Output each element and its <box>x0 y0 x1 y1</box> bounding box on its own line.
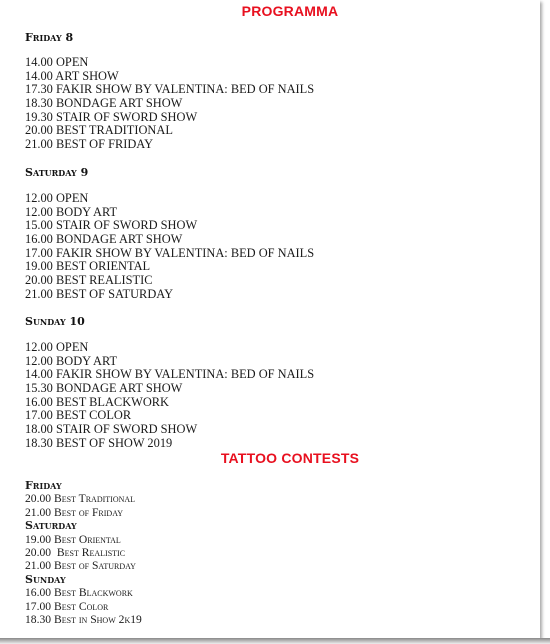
contest-label: Best Traditional <box>54 492 136 506</box>
day-title-sunday: Sunday 10 <box>25 315 85 328</box>
event-item: 21.00 BEST OF SATURDAY <box>25 286 174 301</box>
event-item: 17.00 FAKIR SHOW BY VALENTINA: BED OF NAILS <box>25 245 315 260</box>
contest-entry <box>25 546 142 559</box>
event-list-friday <box>25 56 314 152</box>
contests-list <box>25 479 142 626</box>
event-item: 17.00 BEST COLOR <box>25 408 132 423</box>
event-item: 14.00 OPEN <box>25 55 89 69</box>
contest-label: Best of Saturday <box>54 559 136 573</box>
event-item: 21.00 BEST OF FRIDAY <box>25 136 154 151</box>
contest-day-title: Saturday <box>25 519 77 533</box>
event-item: 14.00 ART SHOW <box>25 68 119 83</box>
day-title-saturday: Saturday 9 <box>25 166 89 179</box>
contest-entry <box>25 533 142 546</box>
contest-entry <box>25 492 142 505</box>
event-item: 14.00 FAKIR SHOW BY VALENTINA: BED OF NAILS <box>25 367 315 382</box>
event-item: 18.30 BONDAGE ART SHOW <box>25 95 183 110</box>
event-item: 16.00 BEST BLACKWORK <box>25 394 169 409</box>
event-item: 20.00 BEST REALISTIC <box>25 272 153 287</box>
event-item: 15.30 BONDAGE ART SHOW <box>25 380 183 395</box>
contest-day-title: Sunday <box>25 572 66 586</box>
event-item: 12.00 BODY ART <box>25 353 118 368</box>
contest-label: Best Color <box>54 599 109 613</box>
event-item: 15.00 STAIR OF SWORD SHOW <box>25 218 198 233</box>
contest-entry <box>25 586 142 599</box>
event-item: 18.30 BEST OF SHOW 2019 <box>25 435 173 450</box>
contest-day-title: Friday <box>25 479 62 492</box>
day-title-friday: Friday 8 <box>25 31 74 44</box>
contest-label: Best in Show 2k19 <box>54 613 142 627</box>
contest-entry <box>25 506 142 519</box>
event-item: 12.00 BODY ART <box>25 204 118 219</box>
contest-entry <box>25 559 142 572</box>
contest-time: 21.00 <box>25 505 52 519</box>
contest-label: Best of Friday <box>54 505 124 519</box>
bottom-rule <box>0 638 550 644</box>
contest-time: 19.00 <box>25 532 52 546</box>
event-item: 19.30 STAIR OF SWORD SHOW <box>25 109 198 124</box>
contests-heading: TATTOO CONTESTS <box>220 450 360 466</box>
event-item: 16.00 BONDAGE ART SHOW <box>25 231 183 246</box>
event-item: 20.00 BEST TRADITIONAL <box>25 123 173 138</box>
contest-label: Best Realistic <box>56 546 126 560</box>
event-list-sunday <box>25 341 314 450</box>
contest-time: 20.00 <box>25 546 54 560</box>
contest-time: 16.00 <box>25 586 52 600</box>
programma-heading: PROGRAMMA <box>241 3 339 19</box>
event-item: 12.00 OPEN <box>25 191 89 205</box>
contest-label: Best Oriental <box>54 532 121 546</box>
contest-label: Best Blackwork <box>54 586 133 600</box>
contest-time: 20.00 <box>25 492 52 506</box>
event-item: 12.00 OPEN <box>25 340 89 354</box>
event-item: 18.00 STAIR OF SWORD SHOW <box>25 421 198 436</box>
contest-entry <box>25 600 142 613</box>
contest-entry <box>25 613 142 626</box>
contest-time: 17.00 <box>25 599 52 613</box>
event-list-saturday <box>25 192 314 301</box>
event-item: 17.30 FAKIR SHOW BY VALENTINA: BED OF NAILS <box>25 82 315 97</box>
event-item: 19.00 BEST ORIENTAL <box>25 259 151 274</box>
contest-time: 21.00 <box>25 559 52 573</box>
contest-time: 18.30 <box>25 613 52 627</box>
